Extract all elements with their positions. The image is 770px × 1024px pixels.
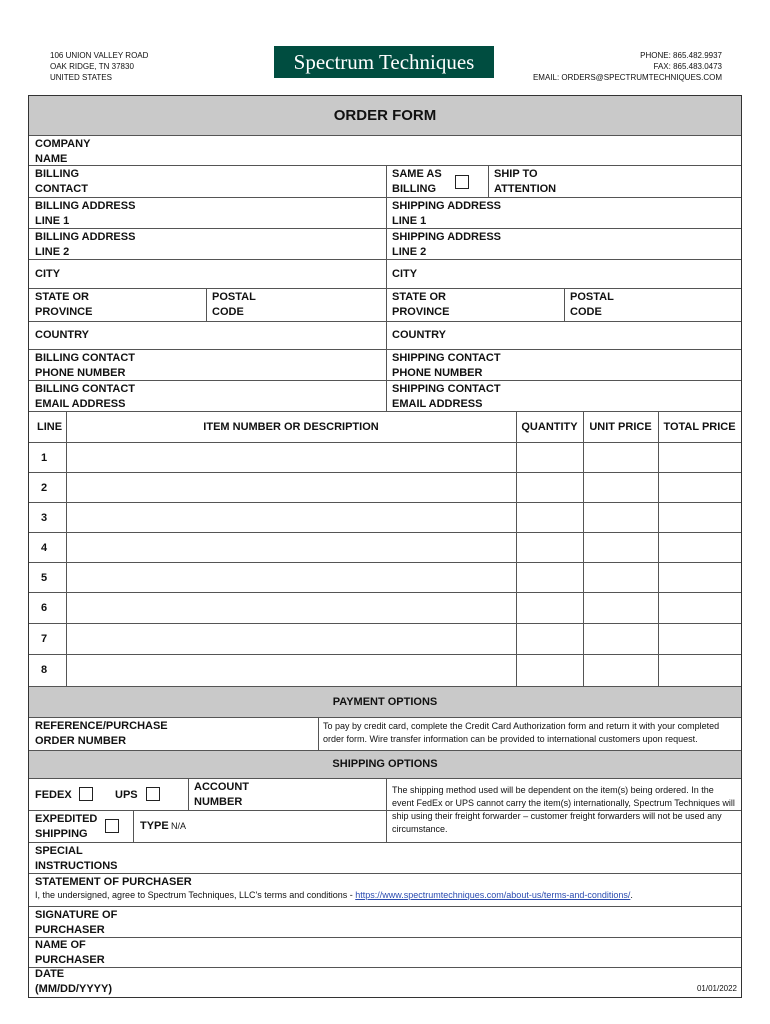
table-row[interactable] xyxy=(29,533,741,563)
shipping-note: The shipping method used will be dependent on the item(s) being ordered. In the event FedEx or UPS cannot carry the item(s) internationally, Spectrum Techniques will ship using their freight forwarder – customer freight forwarders will not be used any circumstance. xyxy=(392,785,735,834)
line-number: 5 xyxy=(41,572,48,584)
page-title: ORDER FORM xyxy=(333,107,437,124)
line-number: 8 xyxy=(41,664,48,676)
billing-contact-label: BILLING CONTACT xyxy=(35,168,88,195)
type-label: TYPE xyxy=(140,820,169,832)
expedited-shipping-label: EXPEDITED SHIPPING xyxy=(35,813,98,840)
line-number: 6 xyxy=(41,602,48,614)
shipping-options-title: SHIPPING OPTIONS xyxy=(332,758,438,770)
items-table xyxy=(29,412,741,687)
header-description: ITEM NUMBER OR DESCRIPTION xyxy=(203,421,379,433)
billing-address-1-label: BILLING ADDRESS LINE 1 xyxy=(35,200,136,227)
address-line-2-row xyxy=(29,229,741,260)
shipping-city-label: CITY xyxy=(392,268,418,280)
payment-note: To pay by credit card, complete the Credit Card Authorization form and return it with your completed order form. Wire transfer information can be provided to international customers upon request. xyxy=(323,721,720,744)
billing-state-label: STATE OR PROVINCE xyxy=(35,291,93,318)
company-name-label: COMPANY NAME xyxy=(35,138,91,165)
table-row[interactable] xyxy=(29,624,741,655)
shipping-postal-label: POSTAL CODE xyxy=(570,291,614,318)
phone: PHONE: 865.482.9937 xyxy=(640,51,722,60)
table-row[interactable] xyxy=(29,473,741,503)
date-label: DATE (MM/DD/YYYY) xyxy=(35,968,112,995)
name-label: NAME OF PURCHASER xyxy=(35,939,105,966)
billing-country-label: COUNTRY xyxy=(35,329,89,341)
items-header-row xyxy=(29,412,741,443)
fedex-checkbox[interactable] xyxy=(79,787,93,801)
same-as-billing-checkbox[interactable] xyxy=(455,175,469,189)
terms-link[interactable]: https://www.spectrumtechniques.com/about-us/terms-and-conditions/ xyxy=(355,890,631,900)
address-line: UNITED STATES xyxy=(50,73,112,82)
statement-row xyxy=(29,874,741,907)
billing-phone-label: BILLING CONTACT PHONE NUMBER xyxy=(35,352,136,379)
line-number: 1 xyxy=(41,452,48,464)
date-field[interactable] xyxy=(29,968,741,997)
country-row xyxy=(29,322,741,350)
header-unit-price: UNIT PRICE xyxy=(589,421,652,433)
expedited-checkbox[interactable] xyxy=(105,819,119,833)
same-as-billing-label: SAME AS BILLING xyxy=(392,168,442,195)
billing-address-2-label: BILLING ADDRESS LINE 2 xyxy=(35,231,136,258)
contact-row xyxy=(29,166,741,198)
ups-label: UPS xyxy=(115,789,138,801)
shipping-options-header xyxy=(29,751,741,779)
header-total-price: TOTAL PRICE xyxy=(663,421,736,433)
payment-options-header xyxy=(29,687,741,718)
state-row xyxy=(29,289,741,322)
email-row xyxy=(29,381,741,412)
shipping-country-label: COUNTRY xyxy=(392,329,446,341)
phone-row xyxy=(29,350,741,381)
table-row[interactable] xyxy=(29,503,741,533)
shipping-state-label: STATE OR PROVINCE xyxy=(392,291,450,318)
header-line: LINE xyxy=(37,421,63,433)
form-revision-date: 01/01/2022 xyxy=(696,984,737,993)
spectrum-logo: Spectrum Techniques xyxy=(274,46,494,78)
line-number: 4 xyxy=(41,542,48,554)
city-row xyxy=(29,260,741,289)
signature-field[interactable] xyxy=(29,907,741,938)
statement-title: STATEMENT OF PURCHASER xyxy=(35,876,192,888)
line-number: 2 xyxy=(41,482,48,494)
type-value: N/A xyxy=(171,821,187,831)
billing-city-label: CITY xyxy=(35,268,61,280)
signature-label: SIGNATURE OF PURCHASER xyxy=(35,909,118,936)
contact-info xyxy=(533,50,722,83)
billing-email-label: BILLING CONTACT EMAIL ADDRESS xyxy=(35,383,136,410)
form-title-row xyxy=(29,96,741,136)
line-number: 7 xyxy=(41,633,48,645)
name-field[interactable] xyxy=(29,938,741,968)
payment-options-title: PAYMENT OPTIONS xyxy=(332,696,438,708)
table-row[interactable] xyxy=(29,443,741,473)
shipping-email-label: SHIPPING CONTACT EMAIL ADDRESS xyxy=(392,383,501,410)
shipping-address-2-label: SHIPPING ADDRESS LINE 2 xyxy=(392,231,502,258)
address-line: 106 UNION VALLEY ROAD xyxy=(50,51,149,60)
line-number: 3 xyxy=(41,512,48,524)
account-number-label: ACCOUNT NUMBER xyxy=(194,781,249,808)
ship-to-attention-label: SHIP TO ATTENTION xyxy=(494,168,557,195)
fedex-label: FEDEX xyxy=(35,789,72,801)
shipping-address-1-label: SHIPPING ADDRESS LINE 1 xyxy=(392,200,502,227)
table-row[interactable] xyxy=(29,593,741,624)
shipping-phone-label: SHIPPING CONTACT PHONE NUMBER xyxy=(392,352,501,379)
statement-end: . xyxy=(630,890,633,900)
special-instructions-label: SPECIAL INSTRUCTIONS xyxy=(35,845,118,872)
company-address xyxy=(50,50,148,83)
company-name-field[interactable] xyxy=(29,136,741,166)
header-quantity: QUANTITY xyxy=(521,421,578,433)
statement-text xyxy=(35,889,633,902)
table-row[interactable] xyxy=(29,655,741,687)
reference-po-label: REFERENCE/PURCHASE ORDER NUMBER xyxy=(35,720,168,747)
ups-checkbox[interactable] xyxy=(146,787,160,801)
email: EMAIL: ORDERS@SPECTRUMTECHNIQUES.COM xyxy=(532,73,722,82)
special-instructions-field[interactable] xyxy=(29,843,741,874)
billing-postal-label: POSTAL CODE xyxy=(212,291,256,318)
statement-body: I, the undersigned, agree to Spectrum Techniques, LLC's terms and conditions - xyxy=(35,890,356,900)
table-row[interactable] xyxy=(29,563,741,593)
order-form xyxy=(28,95,742,998)
address-line: OAK RIDGE, TN 37830 xyxy=(50,62,134,71)
fax: FAX: 865.483.0473 xyxy=(653,62,722,71)
payment-row xyxy=(29,718,741,751)
address-line-1-row xyxy=(29,198,741,229)
